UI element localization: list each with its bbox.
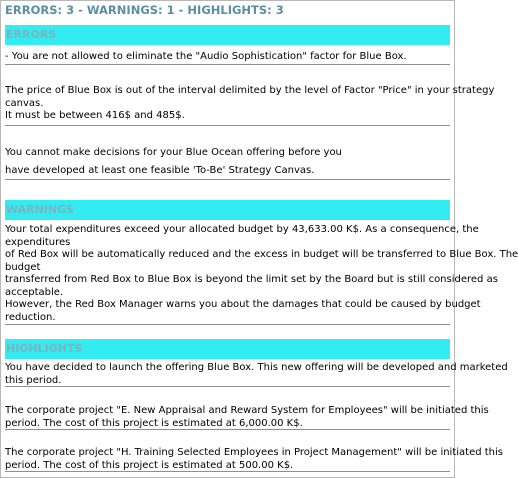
message-divider: [5, 429, 450, 430]
highlights-header: HIGHLIGHTS: [5, 339, 450, 359]
warning-message: [5, 224, 518, 324]
message-divider: [5, 64, 450, 65]
message-divider: [5, 471, 450, 472]
warnings-header: WARNINGS: [5, 200, 450, 220]
message-line: of Red Box will be automatically reduced and the excess in budget will be transferred to Blue Box. The: [5, 249, 518, 260]
message-line: The corporate project "E. New Appraisal and Reward System for Employees" will be initiated this: [5, 405, 489, 416]
message-line: canvas.: [5, 97, 44, 109]
highlight-message: [5, 362, 508, 387]
error-message: [5, 51, 450, 64]
errors-header: ERRORS: [5, 25, 450, 45]
message-line: expenditures: [5, 236, 71, 248]
message-line: this period.: [5, 374, 62, 386]
report-summary: ERRORS: 3 - WARNINGS: 1 - HIGHLIGHTS: 3: [5, 3, 284, 17]
message-line: - You are not allowed to eliminate the "Audio Sophistication" factor for Blue Box.: [5, 51, 407, 62]
message-line: budget: [5, 261, 41, 273]
message-divider: [5, 324, 450, 325]
message-line: period. The cost of this project is estimated at 500.00 K$.: [5, 459, 294, 471]
message-divider: [5, 386, 450, 387]
message-line: transferred from Red Box to Blue Box is beyond the limit set by the Board but is still considered as: [5, 274, 498, 285]
message-line: reduction.: [5, 311, 56, 323]
message-line: have developed at least one feasible 'To-Be' Strategy Canvas.: [5, 164, 315, 176]
message-divider: [5, 179, 450, 180]
message-divider: [5, 125, 450, 126]
message-line: Your total expenditures exceed your allocated budget by 43,633.00 K$. As a consequence, the: [5, 224, 479, 235]
message-line: The price of Blue Box is out of the interval delimited by the level of Factor "Price" in your strategy: [5, 85, 495, 96]
message-line: acceptable.: [5, 286, 64, 298]
message-line: You have decided to launch the offering Blue Box. This new offering will be developed and marketed: [5, 362, 508, 373]
error-message: [5, 85, 495, 123]
message-line: You cannot make decisions for your Blue Ocean offering before you: [5, 147, 342, 158]
message-line: It must be between 416$ and 485$.: [5, 110, 185, 121]
message-line: The corporate project "H. Training Selected Employees in Project Management" will be initiated this: [5, 447, 504, 458]
highlight-message: [5, 447, 504, 472]
highlight-message: [5, 405, 489, 430]
message-line: period. The cost of this project is estimated at 6,000.00 K$.: [5, 417, 303, 429]
message-line: However, the Red Box Manager warns you about the damages that could be caused by budget: [5, 299, 481, 310]
error-message: [5, 147, 450, 177]
